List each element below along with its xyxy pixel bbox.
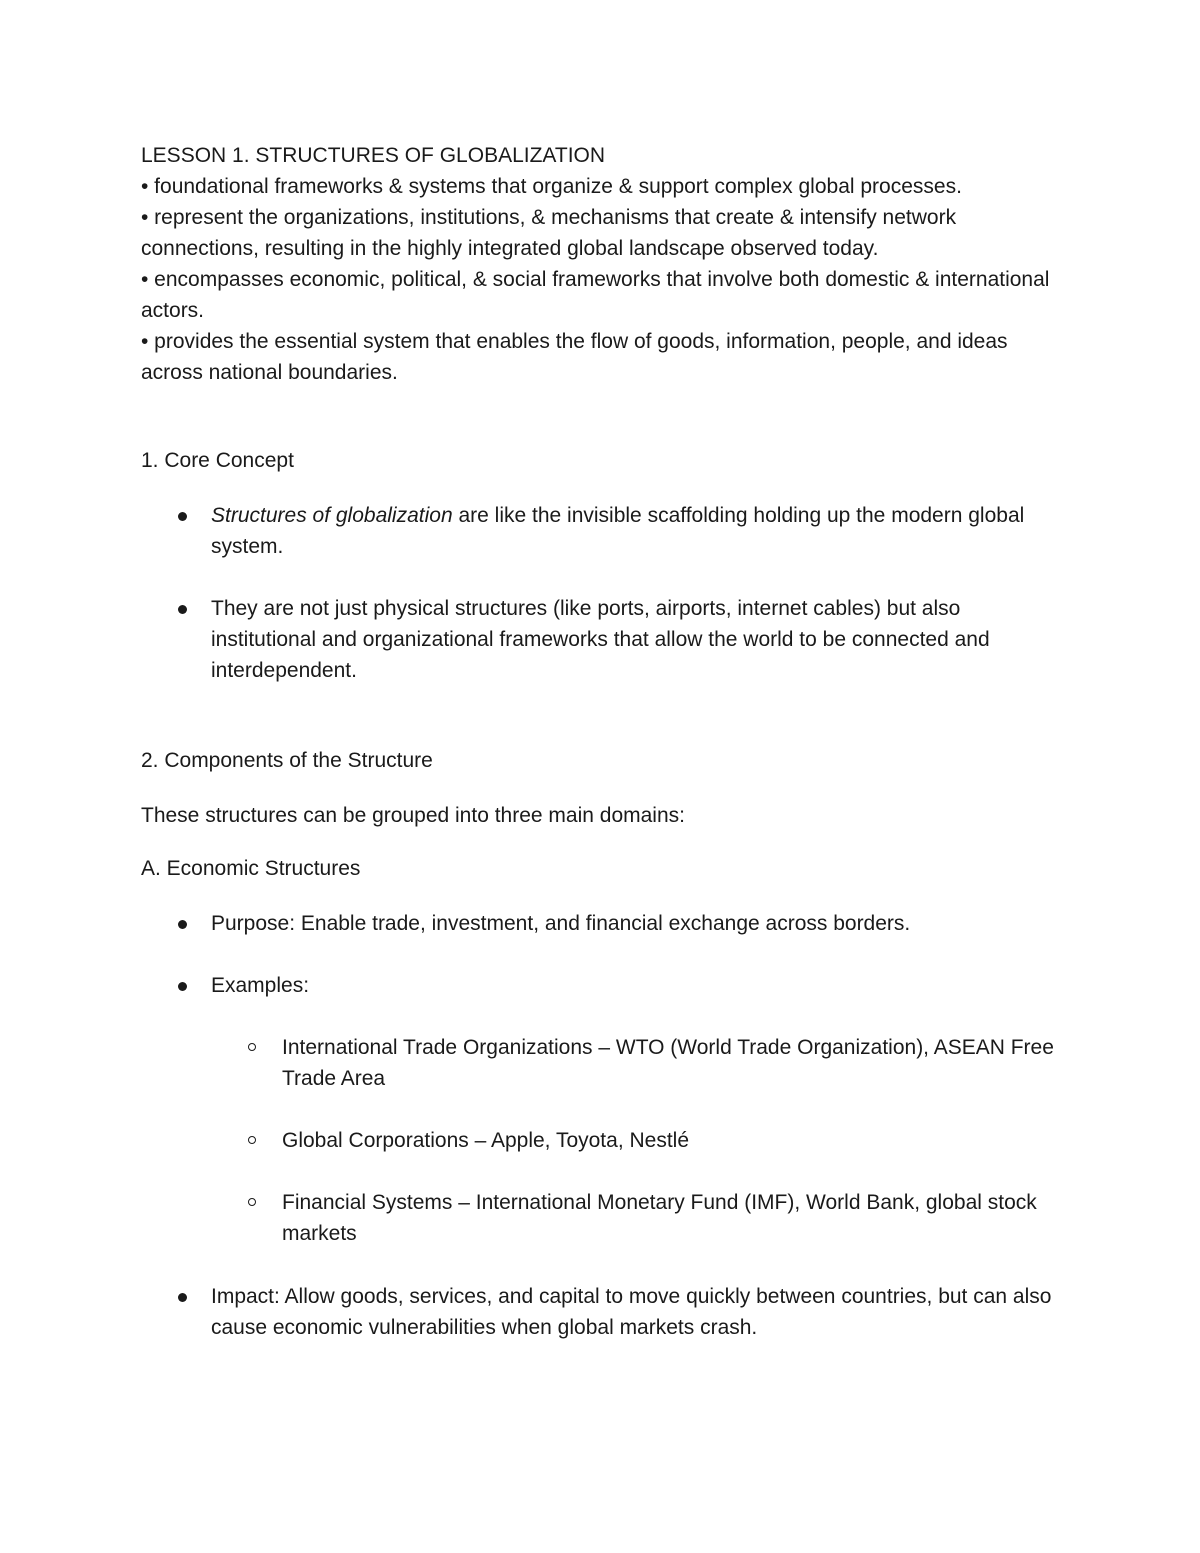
bullet-text: Purpose: Enable trade, investment, and financial exchange across borders.	[211, 912, 911, 935]
sub-bullet-item	[141, 1187, 1071, 1249]
bullet-text	[211, 500, 1071, 562]
bullet-text-rest: are like the invisible scaffolding holding up the modern global system.	[211, 504, 1025, 558]
hollow-bullet-icon	[248, 1198, 256, 1206]
lesson-title: LESSON 1. STRUCTURES OF GLOBALIZATION	[141, 144, 606, 167]
bullet-text: Impact: Allow goods, services, and capital to move quickly between countries, but can also cause economic vulnerabilities when global markets crash.	[211, 1285, 1052, 1339]
sub-bullet-item	[141, 1032, 1071, 1094]
intro-bullet: • encompasses economic, political, & social frameworks that involve both domestic & international actors.	[141, 268, 1050, 322]
hollow-bullet-icon	[248, 1043, 256, 1051]
bullet-icon	[178, 1293, 187, 1302]
bullet-item	[141, 593, 1071, 686]
bullet-icon	[178, 920, 187, 929]
sub-bullet-text: Financial Systems – International Monetary Fund (IMF), World Bank, global stock markets	[282, 1191, 1037, 1245]
bullet-item	[141, 500, 1071, 562]
section-heading-core-concept: 1. Core Concept	[141, 449, 294, 472]
bullet-item	[141, 970, 1071, 1001]
section-intro: These structures can be grouped into three main domains:	[141, 804, 685, 827]
intro-bullet: • provides the essential system that enables the flow of goods, information, people, and ideas across national boundaries.	[141, 330, 1008, 384]
sub-bullet-text: International Trade Organizations – WTO (World Trade Organization), ASEAN Free Trade Area	[282, 1036, 1054, 1090]
italic-term: Structures of globalization	[211, 504, 453, 527]
bullet-text: They are not just physical structures (like ports, airports, internet cables) but also institutional and organizational frameworks that allow the world to be connected and interdependent.	[211, 597, 990, 682]
bullet-item	[141, 1281, 1071, 1343]
bullet-item	[141, 908, 1071, 939]
section-heading-components: 2. Components of the Structure	[141, 749, 433, 772]
sub-bullet-item	[141, 1125, 1071, 1156]
hollow-bullet-icon	[248, 1136, 256, 1144]
bullet-icon	[178, 982, 187, 991]
bullet-text: Examples:	[211, 974, 310, 997]
bullet-icon	[178, 605, 187, 614]
sub-bullet-text: Global Corporations – Apple, Toyota, Nestlé	[282, 1129, 690, 1152]
intro-bullet: • foundational frameworks & systems that organize & support complex global processes.	[141, 175, 962, 198]
bullet-icon	[178, 512, 187, 521]
intro-bullet: • represent the organizations, institutions, & mechanisms that create & intensify network connections, resulting in the highly integrated global landscape observed today.	[141, 206, 957, 260]
document-page	[141, 140, 1071, 1343]
subheading-economic: A. Economic Structures	[141, 857, 361, 880]
